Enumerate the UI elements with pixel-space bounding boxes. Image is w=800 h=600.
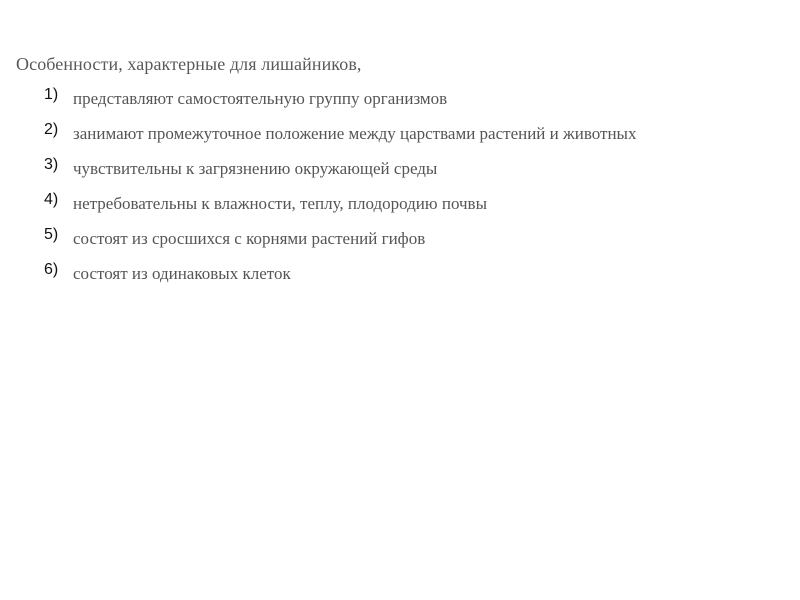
option-text: чувствительны к загрязнению окружающей среды (73, 159, 438, 178)
option-text: состоят из одинаковых клеток (73, 264, 291, 283)
option-number: 1) (44, 86, 59, 103)
question-heading: Особенности, характерные для лишайников, (16, 54, 362, 74)
option-number: 2) (44, 121, 59, 138)
option-text: представляют самостоятельную группу организмов (73, 89, 448, 108)
option-number: 4) (44, 191, 59, 208)
option-text: занимают промежуточное положение между царствами растений и животных (73, 124, 637, 143)
option-text: состоят из сросшихся с корнями растений гифов (73, 229, 426, 248)
option-number: 5) (44, 226, 59, 243)
option-text: нетребовательны к влажности, теплу, плодородию почвы (73, 194, 488, 213)
option-number: 6) (44, 261, 59, 278)
option-number: 3) (44, 156, 59, 173)
